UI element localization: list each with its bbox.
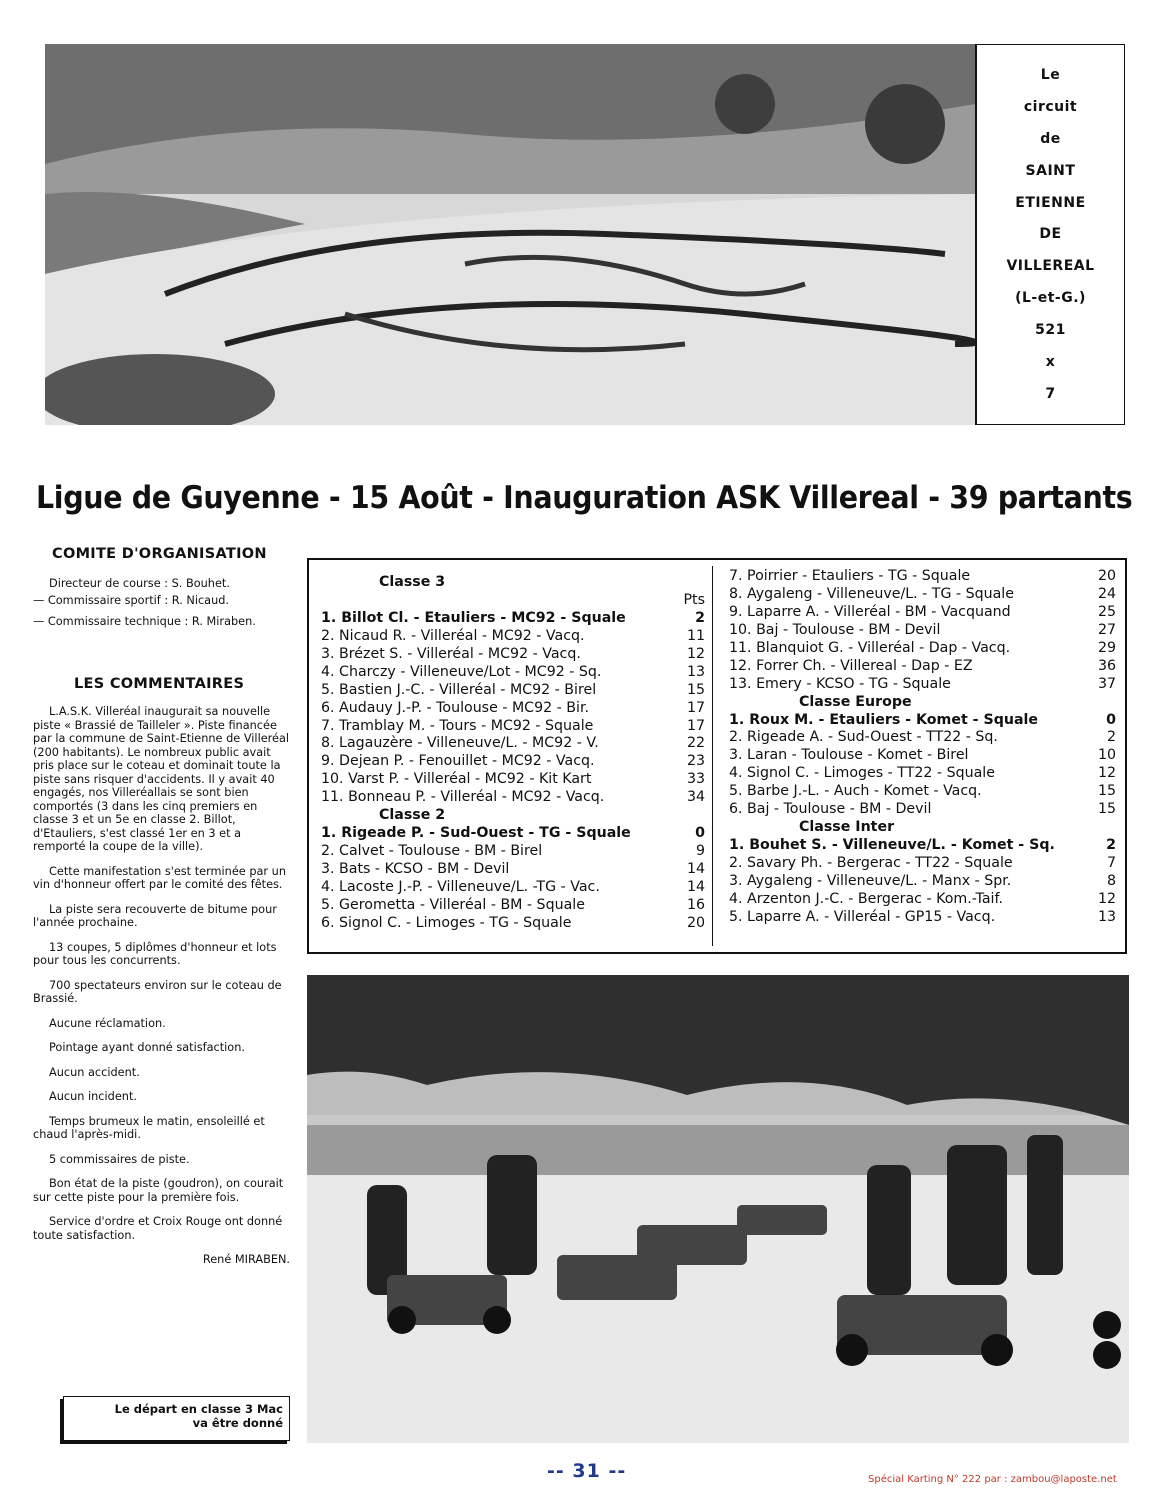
result-row [729,765,1116,783]
result-entry: 2. Rigeade A. - Sud-Ouest - TT22 - Sq. [729,729,998,746]
results-table [307,558,1127,954]
result-points: 15 [1097,801,1116,818]
result-row [321,646,705,664]
result-row [729,801,1116,819]
result-points: 20 [686,914,705,931]
result-entry: 1. Billot Cl. - Etauliers - MC92 - Squale [321,609,626,626]
result-points: 15 [1097,783,1116,800]
result-entry: 12. Forrer Ch. - Villereal - Dap - EZ [729,657,973,674]
result-row [321,879,705,897]
comite-title: COMITE D'ORGANISATION [52,546,267,562]
column-divider [712,566,713,946]
result-entry: 2. Calvet - Toulouse - BM - Birel [321,843,543,860]
caption-line: VILLEREAL [1006,258,1095,275]
result-row [729,909,1116,927]
result-row [729,622,1116,640]
result-entry: 7. Tramblay M. - Tours - MC92 - Squale [321,717,594,734]
result-entry: 8. Lagauzère - Villeneuve/L. - MC92 - V. [321,735,599,752]
class-heading: Classe 2 [379,807,446,824]
result-entry: 4. Charczy - Villeneuve/Lot - MC92 - Sq. [321,663,602,680]
result-row [321,915,705,933]
comite-line: — Commissaire technique : R. Miraben. [33,615,256,628]
result-entry: 4. Signol C. - Limoges - TT22 - Squale [729,765,995,782]
result-points: 37 [1097,675,1116,692]
result-row [729,604,1116,622]
result-row [729,783,1116,801]
caption-line: Le [1040,66,1061,83]
result-points: 17 [686,699,705,716]
caption-line: 7 [1045,386,1056,403]
result-points: 25 [1097,603,1116,620]
result-points: 10 [1097,747,1116,764]
caption-line: (L-et-G.) [1015,290,1086,307]
comment-paragraph: Cette manifestation s'est terminée par un vin d'honneur offert par le comité des fêtes. [33,864,286,891]
result-points: 13 [1097,908,1116,925]
circuit-photo [45,44,975,425]
caption-line: 521 [1035,322,1066,339]
result-points: 17 [686,717,705,734]
caption-line: SAINT [1025,162,1076,179]
footer-credit: Spécial Karting N° 222 par : zambou@laposte.net [868,1474,1117,1485]
result-entry: 4. Lacoste J.-P. - Villeneuve/L. -TG - Vac. [321,878,600,895]
comment-paragraph: Pointage ayant donné satisfaction. [49,1041,245,1054]
points-header-label: Pts [683,591,705,608]
result-entry: 10. Baj - Toulouse - BM - Devil [729,621,941,638]
result-entry: 1. Roux M. - Etauliers - Komet - Squale [729,711,1039,728]
result-row [321,610,705,628]
result-entry: 10. Varst P. - Villeréal - MC92 - Kit Kart [321,771,592,788]
result-entry: 8. Aygaleng - Villeneuve/L. - TG - Squale [729,585,1014,602]
result-row [729,855,1116,873]
result-entry: 11. Bonneau P. - Villeréal - MC92 - Vacq. [321,789,605,806]
class-heading: Classe 3 [379,574,446,590]
caption-line: ETIENNE [1015,194,1086,211]
result-entry: 7. Poirrier - Etauliers - TG - Squale [729,568,971,584]
result-row [321,789,705,807]
result-points: 34 [686,789,705,806]
circuit-caption [975,44,1125,425]
result-points: 0 [1106,711,1116,728]
result-entry: 13. Emery - KCSO - TG - Squale [729,675,951,692]
result-row [321,628,705,646]
result-entry: 3. Bats - KCSO - BM - Devil [321,861,510,877]
result-points: 7 [1106,855,1116,871]
result-points: 12 [1097,890,1116,907]
result-row [729,658,1116,676]
result-row [729,873,1116,891]
result-points: 33 [686,771,705,788]
result-points: 29 [1097,639,1116,656]
caption-line: DE [1039,226,1062,243]
result-entry: 2. Nicaud R. - Villeréal - MC92 - Vacq. [321,627,585,644]
comment-paragraph: Temps brumeux le matin, ensoleillé et chaud l'après-midi. [33,1114,265,1141]
result-entry: 2. Savary Ph. - Bergerac - TT22 - Squale [729,855,1013,871]
comment-paragraph: Aucune réclamation. [49,1016,166,1030]
result-points: 11 [686,627,705,644]
comment-paragraph: Service d'ordre et Croix Rouge ont donné toute satisfaction. [33,1215,283,1242]
caption-line: Le départ en classe 3 Mac [114,1402,283,1416]
result-row [321,735,705,753]
result-entry: 6. Signol C. - Limoges - TG - Squale [321,914,572,931]
result-row [729,676,1116,694]
result-points: 14 [686,878,705,895]
result-points: 8 [1106,872,1116,889]
results-column-right [729,568,1116,927]
comite-list [33,577,290,640]
result-points: 16 [686,896,705,913]
result-row [729,837,1116,855]
comment-paragraph: La piste sera recouverte de bitume pour l'année prochaine. [33,902,277,929]
points-header [321,592,705,610]
result-row [321,897,705,915]
result-entry: 5. Bastien J.-C. - Villeréal - MC92 - Birel [321,681,597,698]
result-row [729,729,1116,747]
result-row [321,825,705,843]
result-points: 15 [686,681,705,698]
result-row [729,747,1116,765]
result-row [729,568,1116,586]
caption-line: va être donné [192,1416,283,1430]
signature: René MIRABEN. [202,1253,290,1266]
result-entry: 5. Laparre A. - Villeréal - GP15 - Vacq. [729,908,996,925]
result-row [321,718,705,736]
page-number: -- 31 -- [547,1460,627,1482]
result-points: 0 [695,825,705,842]
result-entry: 5. Gerometta - Villeréal - BM - Squale [321,896,585,913]
result-entry: 3. Aygaleng - Villeneuve/L. - Manx - Spr. [729,872,1012,889]
result-points: 20 [1097,568,1116,584]
result-points: 13 [686,663,705,680]
comment-paragraph: 5 commissaires de piste. [49,1152,190,1166]
result-points: 27 [1097,621,1116,638]
result-row [321,753,705,771]
result-entry: 6. Baj - Toulouse - BM - Devil [729,801,932,818]
result-entry: 9. Dejean P. - Fenouillet - MC92 - Vacq. [321,753,595,770]
result-entry: 11. Blanquiot G. - Villeréal - Dap - Vacq. [729,639,1011,656]
result-entry: 3. Laran - Toulouse - Komet - Birel [729,747,969,764]
result-entry: 1. Bouhet S. - Villeneuve/L. - Komet - Sq. [729,837,1055,854]
comment-paragraph: 700 spectateurs environ sur le coteau de Brassié. [33,978,282,1005]
result-points: 2 [1106,729,1116,746]
result-entry: 6. Audauy J.-P. - Toulouse - MC92 - Bir. [321,699,589,716]
commentaires-body [33,705,290,1278]
caption-line: circuit [1023,98,1078,115]
comment-paragraph: Aucun accident. [49,1065,140,1079]
comment-paragraph: Aucun incident. [49,1090,137,1103]
result-points: 12 [1097,765,1116,782]
result-points: 2 [1106,837,1116,854]
photo-caption [63,1396,290,1441]
result-row [321,771,705,789]
result-points: 12 [686,645,705,662]
result-entry: 1. Rigeade P. - Sud-Ouest - TG - Squale [321,825,631,842]
result-points: 36 [1097,657,1116,674]
result-points: 9 [695,843,705,860]
result-row [321,843,705,861]
result-points: 22 [686,735,705,752]
result-row [321,664,705,682]
comment-paragraph: 13 coupes, 5 diplômes d'honneur et lots pour tous les concurrents. [33,940,277,967]
results-column-left [321,574,705,933]
class-heading: Classe Europe [799,693,912,710]
headline: Ligue de Guyenne - 15 Août - Inauguration ASK Villereal - 39 partants [36,480,1133,516]
comite-line: Directeur de course : S. Bouhet. [49,577,230,590]
comite-line: — Commissaire sportif : R. Nicaud. [33,593,230,607]
race-start-photo [307,975,1129,1443]
result-entry: 9. Laparre A. - Villeréal - BM - Vacquand [729,603,1011,620]
class-heading: Classe Inter [799,819,895,836]
result-row [729,891,1116,909]
commentaires-title: LES COMMENTAIRES [74,676,245,692]
comment-paragraph: Bon état de la piste (goudron), on courait sur cette piste pour la première fois. [33,1177,284,1204]
result-points: 23 [686,753,705,770]
result-row [321,861,705,879]
result-row [321,682,705,700]
caption-line: de [1040,130,1061,147]
comment-paragraph: L.A.S.K. Villeréal inaugurait sa nouvelle piste « Brassié de Tailleler ». Piste financée par la commune de Saint-Etienne de Villeréal (200 habitants). Le nombreux public avait pris place sur le coteau et dominait toute la piste sans risquer d'accidents. Il y avait 40 engagés, nos Villeréallais se sont bien comportés (3 dans les cinq premiers en classe 3 et un 5e en classe 2. Billot, d'Etauliers, s'est classé 1er en 3 et a remporté la coupe de la ville). [33,705,290,853]
result-row [729,586,1116,604]
result-row [729,712,1116,730]
result-entry: 5. Barbe J.-L. - Auch - Komet - Vacq. [729,783,982,800]
result-entry: 4. Arzenton J.-C. - Bergerac - Kom.-Taif. [729,890,1003,907]
result-row [321,700,705,718]
result-points: 24 [1097,585,1116,602]
result-row [729,640,1116,658]
result-points: 14 [686,861,705,877]
result-entry: 3. Brézet S. - Villeréal - MC92 - Vacq. [321,645,581,662]
caption-line: x [1045,354,1056,371]
result-points: 2 [695,609,705,626]
